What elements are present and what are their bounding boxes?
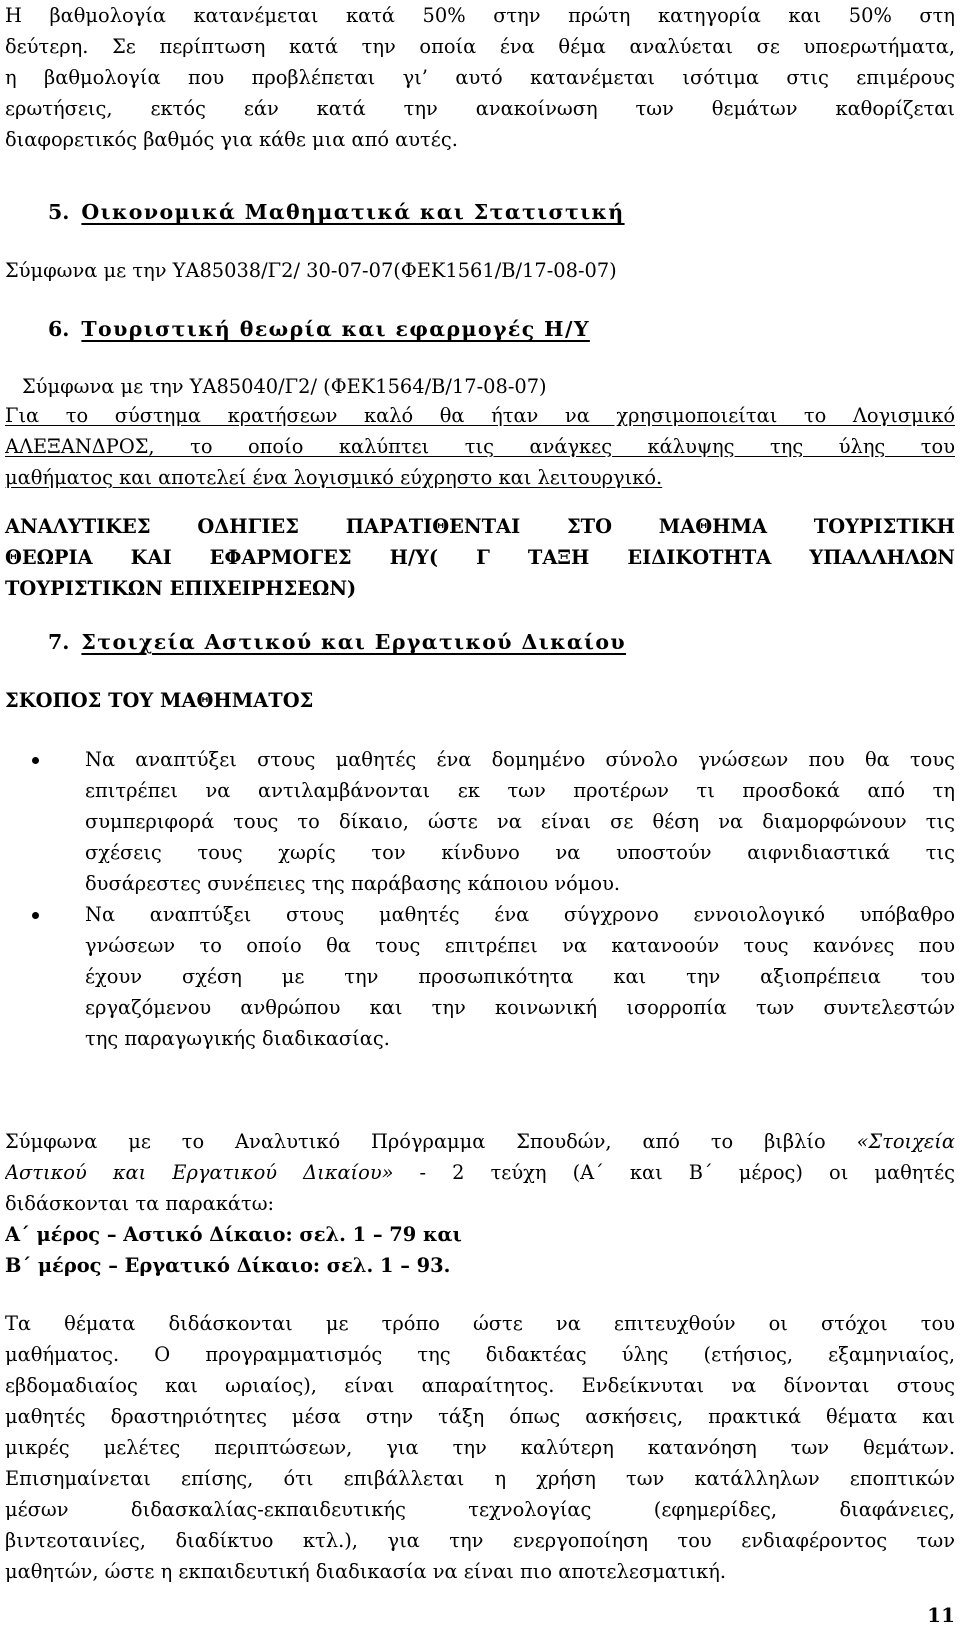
text-line: μέσων διδασκαλίας-εκπαιδευτικής τεχνολογίας (εφημερίδες, διαφάνειες, (5, 1498, 955, 1521)
purpose-bullet-list (5, 744, 955, 1054)
text-line: επιτρέπει να αντιλαμβάνονται εκ των προτέρων τι προσδοκά από τη (85, 779, 955, 802)
section-title: Οικονομικά Μαθηματικά και Στατιστική (81, 200, 625, 224)
syllabus-text: Σύμφωνα με το Αναλυτικό Πρόγραμμα Σπουδών, από το βιβλίο (5, 1130, 857, 1153)
section-6-reference (22, 371, 955, 402)
text-line (5, 1157, 955, 1188)
text-line: ΤΟΥΡΙΣΤΙΚΩΝ ΕΠΙΧΕΙΡΗΣΕΩΝ) (5, 577, 357, 600)
book-title: Αστικού και Εργατικού Δικαίου» (5, 1161, 394, 1184)
syllabus-paragraph (5, 1126, 955, 1281)
section-title: Τουριστική θεωρία και εφαρμογές Η/Υ (81, 317, 590, 341)
text-line: Η βαθμολογία κατανέμεται κατά 50% στην πρώτη κατηγορία και 50% στη (5, 4, 955, 27)
text-line: γνώσεων το οποίο θα τους επιτρέπει να κατανοούν τους κανόνες που (85, 934, 955, 957)
section-title: Στοιχεία Αστικού και Εργατικού Δικαίου (81, 630, 627, 654)
list-item (5, 899, 955, 1054)
text-line: διδάσκονται τα παρακάτω: (5, 1192, 275, 1215)
section-number: 7. (48, 630, 70, 654)
section-number: 5. (48, 200, 70, 224)
text-line: μαθητών, ώστε η εκπαιδευτική διαδικασία να είναι πιο αποτελεσματική. (5, 1560, 727, 1583)
bullet-icon (32, 912, 39, 919)
text-line: Να αναπτύξει στους μαθητές ένα δομημένο σύνολο γνώσεων που θα τους (85, 748, 955, 771)
section-6-instructions (5, 511, 955, 604)
syllabus-text: - 2 τεύχη (Α΄ και Β΄ μέρος) οι μαθητές (393, 1161, 955, 1184)
text-line: μαθήματος. Ο προγραμματισμός της διδακτέας ύλης (ετήσιος, εξαμηνιαίος, (5, 1343, 955, 1366)
section-6-heading (48, 314, 590, 345)
text-line: μαθήματος και αποτελεί ένα λογισμικό εύχρηστο και λειτουργικό. (5, 466, 663, 489)
text-line: έχουν σχέση με την προσωπικότητα και την αξιοπρέπεια του (85, 965, 955, 988)
methods-paragraph (5, 1308, 955, 1587)
text-line: μικρές μελέτες περιπτώσεων, για την καλύτερη κατανόηση των θεμάτων. (5, 1436, 955, 1459)
text-line: η βαθμολογία που προβλέπεται γι’ αυτό κατανέμεται ισότιμα στις επιμέρους (5, 66, 955, 89)
text-line: δεύτερη. Σε περίπτωση κατά την οποία ένα θέμα αναλύεται σε υποερωτήματα, (5, 35, 955, 58)
part-b-pages: Β΄ μέρος – Εργατικό Δίκαιο: σελ. 1 – 93. (5, 1254, 451, 1277)
text-line: Να αναπτύξει στους μαθητές ένα σύγχρονο εννοιολογικό υπόβαθρο (85, 903, 955, 926)
purpose-heading: ΣΚΟΠΟΣ ΤΟΥ ΜΑΘΗΜΑΤΟΣ (5, 689, 314, 712)
part-a-pages: Α΄ μέρος – Αστικό Δίκαιο: σελ. 1 – 79 και (5, 1223, 462, 1246)
text-line: Τα θέματα διδάσκονται με τρόπο ώστε να επιτευχθούν οι στόχοι του (5, 1312, 955, 1335)
text-line: ΑΛΕΞΑΝΔΡΟΣ, το οποίο καλύπτει τις ανάγκες κάλυψης της ύλης του (5, 435, 955, 458)
text-line: σχέσεις τους χωρίς τον κίνδυνο να υποστούν αιφνιδιαστικά τις (85, 841, 955, 864)
section-7-heading (48, 627, 626, 658)
book-title: «Στοιχεία (856, 1130, 955, 1153)
text-line: Σύμφωνα με την ΥΑ85040/Γ2/ (ΦΕΚ1564/Β/17-08-07) (22, 375, 547, 398)
text-line: εβδομαδιαίος και ωριαίος), είναι απαραίτητος. Ενδείκνυται να δίνονται στους (5, 1374, 955, 1397)
text-line: Για το σύστημα κρατήσεων καλό θα ήταν να χρησιμοποιείται το Λογισμικό (5, 404, 955, 427)
text-line: ΑΝΑΛΥΤΙΚΕΣ ΟΔΗΓΙΕΣ ΠΑΡΑΤΙΘΕΝΤΑΙ ΣΤΟ ΜΑΘΗΜΑ ΤΟΥΡΙΣΤΙΚΗ (5, 515, 955, 538)
page-number: 11 (927, 1603, 955, 1627)
text-line: Επισημαίνεται επίσης, ότι επιβάλλεται η χρήση των κατάλληλων εποπτικών (5, 1467, 955, 1490)
text-line: Σύμφωνα με την ΥΑ85038/Γ2/ 30-07-07(ΦΕΚ1561/Β/17-08-07) (5, 259, 617, 282)
bullet-icon (32, 757, 39, 764)
text-line: εργαζόμενου ανθρώπου και την κοινωνική ισορροπία των συντελεστών (85, 996, 955, 1019)
text-line: της παραγωγικής διαδικασίας. (85, 1027, 390, 1050)
text-line: διαφορετικός βαθμός για κάθε μια από αυτές. (5, 128, 458, 151)
section-5-heading (48, 197, 625, 228)
section-5-reference (5, 255, 955, 286)
text-line: βιντεοταινίες, διαδίκτυο κτλ.), για την ενεργοποίηση του ενδιαφέροντος των (5, 1529, 955, 1552)
list-item (5, 744, 955, 899)
text-line: ερωτήσεις, εκτός εάν κατά την ανακοίνωση των θεμάτων καθορίζεται (5, 97, 955, 120)
section-number: 6. (48, 317, 70, 341)
text-line: δυσάρεστες συνέπειες της παράβασης κάποιου νόμου. (85, 872, 621, 895)
text-line: συμπεριφορά τους το δίκαιο, ώστε να είναι σε θέση να διαμορφώνουν τις (85, 810, 955, 833)
text-line: μαθητές δραστηριότητες μέσα στην τάξη όπως ασκήσεις, πρακτικά θέματα και (5, 1405, 955, 1428)
text-line: ΘΕΩΡΙΑ ΚΑΙ ΕΦΑΡΜΟΓΕΣ Η/Υ( Γ ΤΑΞΗ ΕΙΔΙΚΟΤΗΤΑ ΥΠΑΛΛΗΛΩΝ (5, 546, 955, 569)
intro-paragraph (5, 0, 955, 155)
text-line (5, 1126, 955, 1157)
section-6-note (5, 400, 955, 493)
